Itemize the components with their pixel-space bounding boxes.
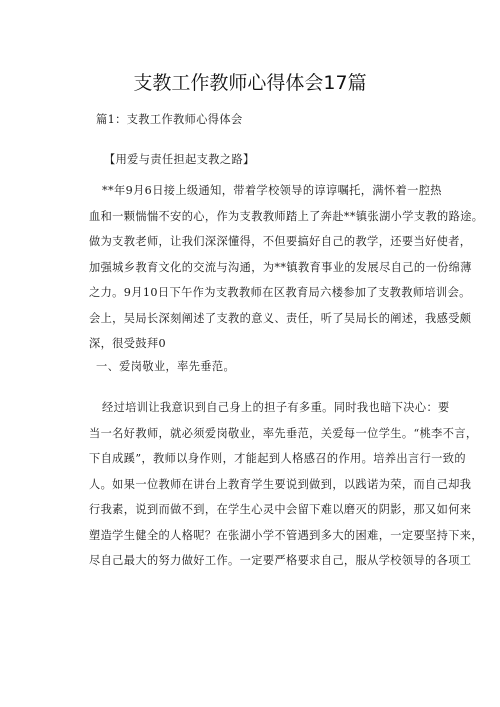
bracket-heading: 【用爱与责任担起支教之路】 bbox=[104, 153, 255, 166]
section-heading: 一、爱岗敬业，率先垂范。 bbox=[96, 360, 236, 373]
paragraph-line: 会上，吴局长深刻阐述了支教的意义、责任，听了吴局长的阐述，我感受颇 bbox=[89, 311, 472, 325]
paragraph-line: 当一名好教师，就必须爱岗敬业，率先垂范，关爱每一位学生。“桃李不言， bbox=[89, 426, 478, 440]
paragraph-line: 经过培训让我意识到自己身上的担子有多重。同时我也暗下决心：要 bbox=[102, 401, 450, 414]
paragraph-line: 尽自己最大的努力做好工作。一定要严格要求自己，服从学校领导的各项工 bbox=[89, 554, 472, 567]
paragraph-line: 人。如果一位教师在讲台上教育学生要说到做到，以践诺为荣，而自己却我 bbox=[89, 477, 472, 491]
paragraph-line: 之力。9月10日下午作为支教教师在区教育局六楼参加了支教教师培训会。 bbox=[89, 286, 471, 299]
paragraph-2 bbox=[89, 395, 483, 574]
paragraph-line: 行我素，说到而做不到，在学生心灵中会留下难以磨灭的阴影，那又如何来 bbox=[89, 503, 472, 516]
document-title: 支教工作教师心得体会17篇 bbox=[133, 72, 367, 94]
paragraph-line: 深，很受鼓拜0 bbox=[89, 337, 167, 350]
paragraph-line: 下自成蹊”，教师以身作则，才能起到人格感召的作用。培养出言行一致的 bbox=[89, 452, 466, 465]
article-subtitle: 篇1：支教工作教师心得体会 bbox=[96, 113, 243, 126]
paragraph-line: **年9月6日接上级通知，带着学校领导的谆谆嘱托，满怀着一腔热 bbox=[102, 184, 442, 197]
paragraph-line: 做为支教老师，让我们深深懂得，不但要搞好自己的教学，还要当好使者， bbox=[89, 235, 472, 248]
paragraph-line: 塑造学生健全的人格呢？在张湖小学不管遇到多大的困难，一定要坚持下来， bbox=[89, 528, 483, 542]
paragraph-line: 血和一颗惴惴不安的心，作为支教教师踏上了奔赴**镇张湖小学支教的路途。 bbox=[89, 209, 484, 223]
paragraph-1 bbox=[89, 178, 484, 357]
paragraph-line: 加强城乡教育文化的交流与沟通，为**镇教育事业的发展尽自己的一份绵薄 bbox=[89, 260, 472, 274]
